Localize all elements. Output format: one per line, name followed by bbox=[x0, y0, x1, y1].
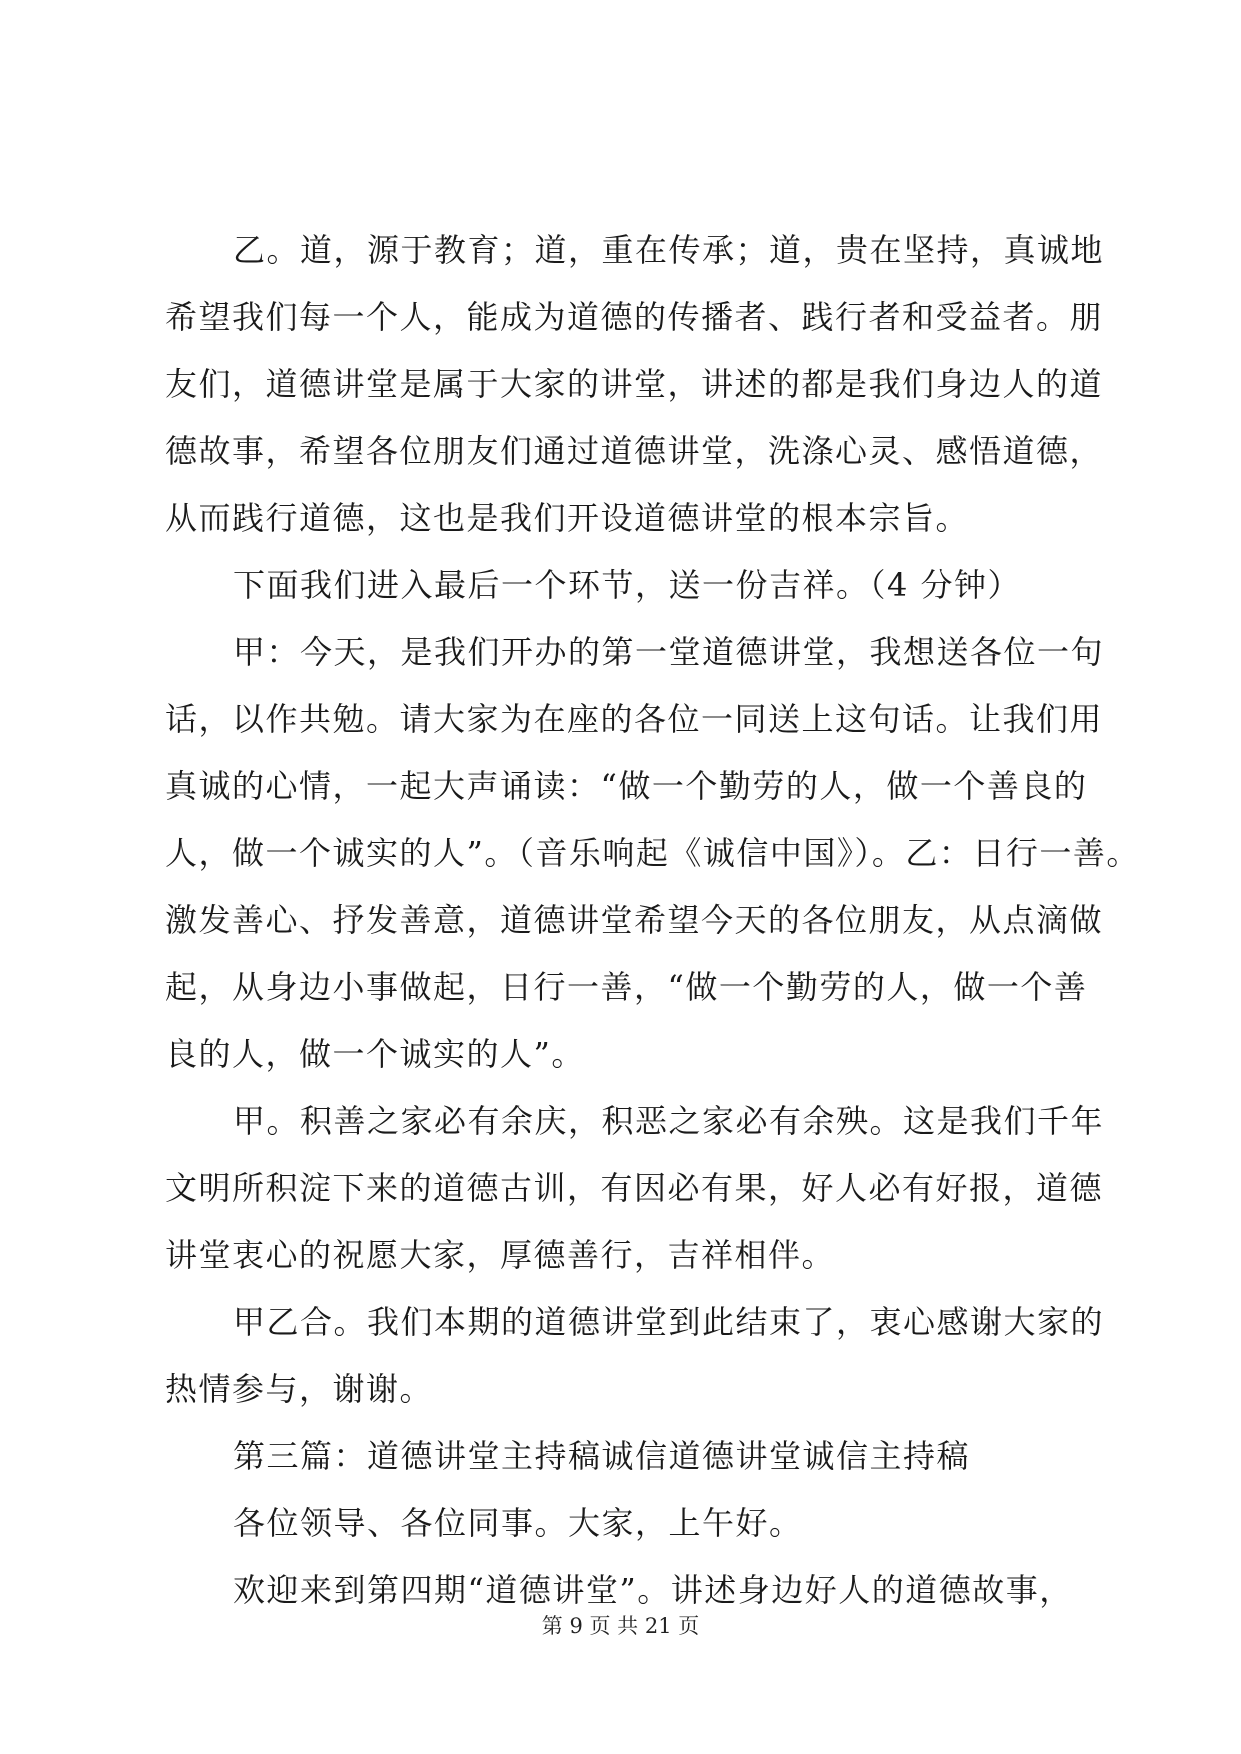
text-line: 下面我们进入最后一个环节，送一份吉祥。（4 分钟） bbox=[233, 566, 1022, 604]
text-line: 希望我们每一个人，能成为道德的传播者、践行者和受益者。朋 bbox=[165, 298, 1104, 336]
text-line: 讲堂衷心的祝愿大家，厚德善行，吉祥相伴。 bbox=[165, 1236, 836, 1274]
text-line: 良的人，做一个诚实的人”。 bbox=[165, 1035, 585, 1073]
text-line: 甲。积善之家必有余庆，积恶之家必有余殃。这是我们千年 bbox=[233, 1102, 1105, 1140]
text-line: 各位领导、各位同事。大家，上午好。 bbox=[233, 1504, 803, 1542]
text-line: 文明所积淀下来的道德古训，有因必有果，好人必有好报，道德 bbox=[165, 1169, 1104, 1207]
section-heading: 第三篇：道德讲堂主持稿诚信道德讲堂诚信主持稿 bbox=[233, 1437, 971, 1475]
text-line: 激发善心、抒发善意，道德讲堂希望今天的各位朋友，从点滴做 bbox=[165, 901, 1104, 939]
text-line: 热情参与，谢谢。 bbox=[165, 1370, 434, 1408]
text-line: 友们，道德讲堂是属于大家的讲堂，讲述的都是我们身边人的道 bbox=[165, 365, 1104, 403]
text-line: 从而践行道德，这也是我们开设道德讲堂的根本宗旨。 bbox=[165, 499, 970, 537]
text-line: 甲：今天，是我们开办的第一堂道德讲堂，我想送各位一句 bbox=[233, 633, 1105, 671]
page-number-footer: 第 9 页 共 21 页 bbox=[541, 1614, 700, 1638]
text-line: 话，以作共勉。请大家为在座的各位一同送上这句话。让我们用 bbox=[165, 700, 1104, 738]
text-line: 起，从身边小事做起，日行一善，“做一个勤劳的人，做一个善 bbox=[165, 968, 1088, 1006]
text-line: 乙。道，源于教育；道，重在传承；道，贵在坚持，真诚地 bbox=[233, 231, 1105, 269]
text-line: 甲乙合。我们本期的道德讲堂到此结束了，衷心感谢大家的 bbox=[233, 1303, 1105, 1341]
text-line: 真诚的心情，一起大声诵读：“做一个勤劳的人，做一个善良的 bbox=[165, 767, 1088, 805]
text-line: 欢迎来到第四期“道德讲堂”。讲述身边好人的道德故事， bbox=[233, 1571, 1073, 1609]
text-line: 人，做一个诚实的人”。（音乐响起《诚信中国》）。乙：日行一善。 bbox=[165, 834, 1140, 872]
text-line: 德故事，希望各位朋友们通过道德讲堂，洗涤心灵、感悟道德， bbox=[165, 432, 1104, 470]
